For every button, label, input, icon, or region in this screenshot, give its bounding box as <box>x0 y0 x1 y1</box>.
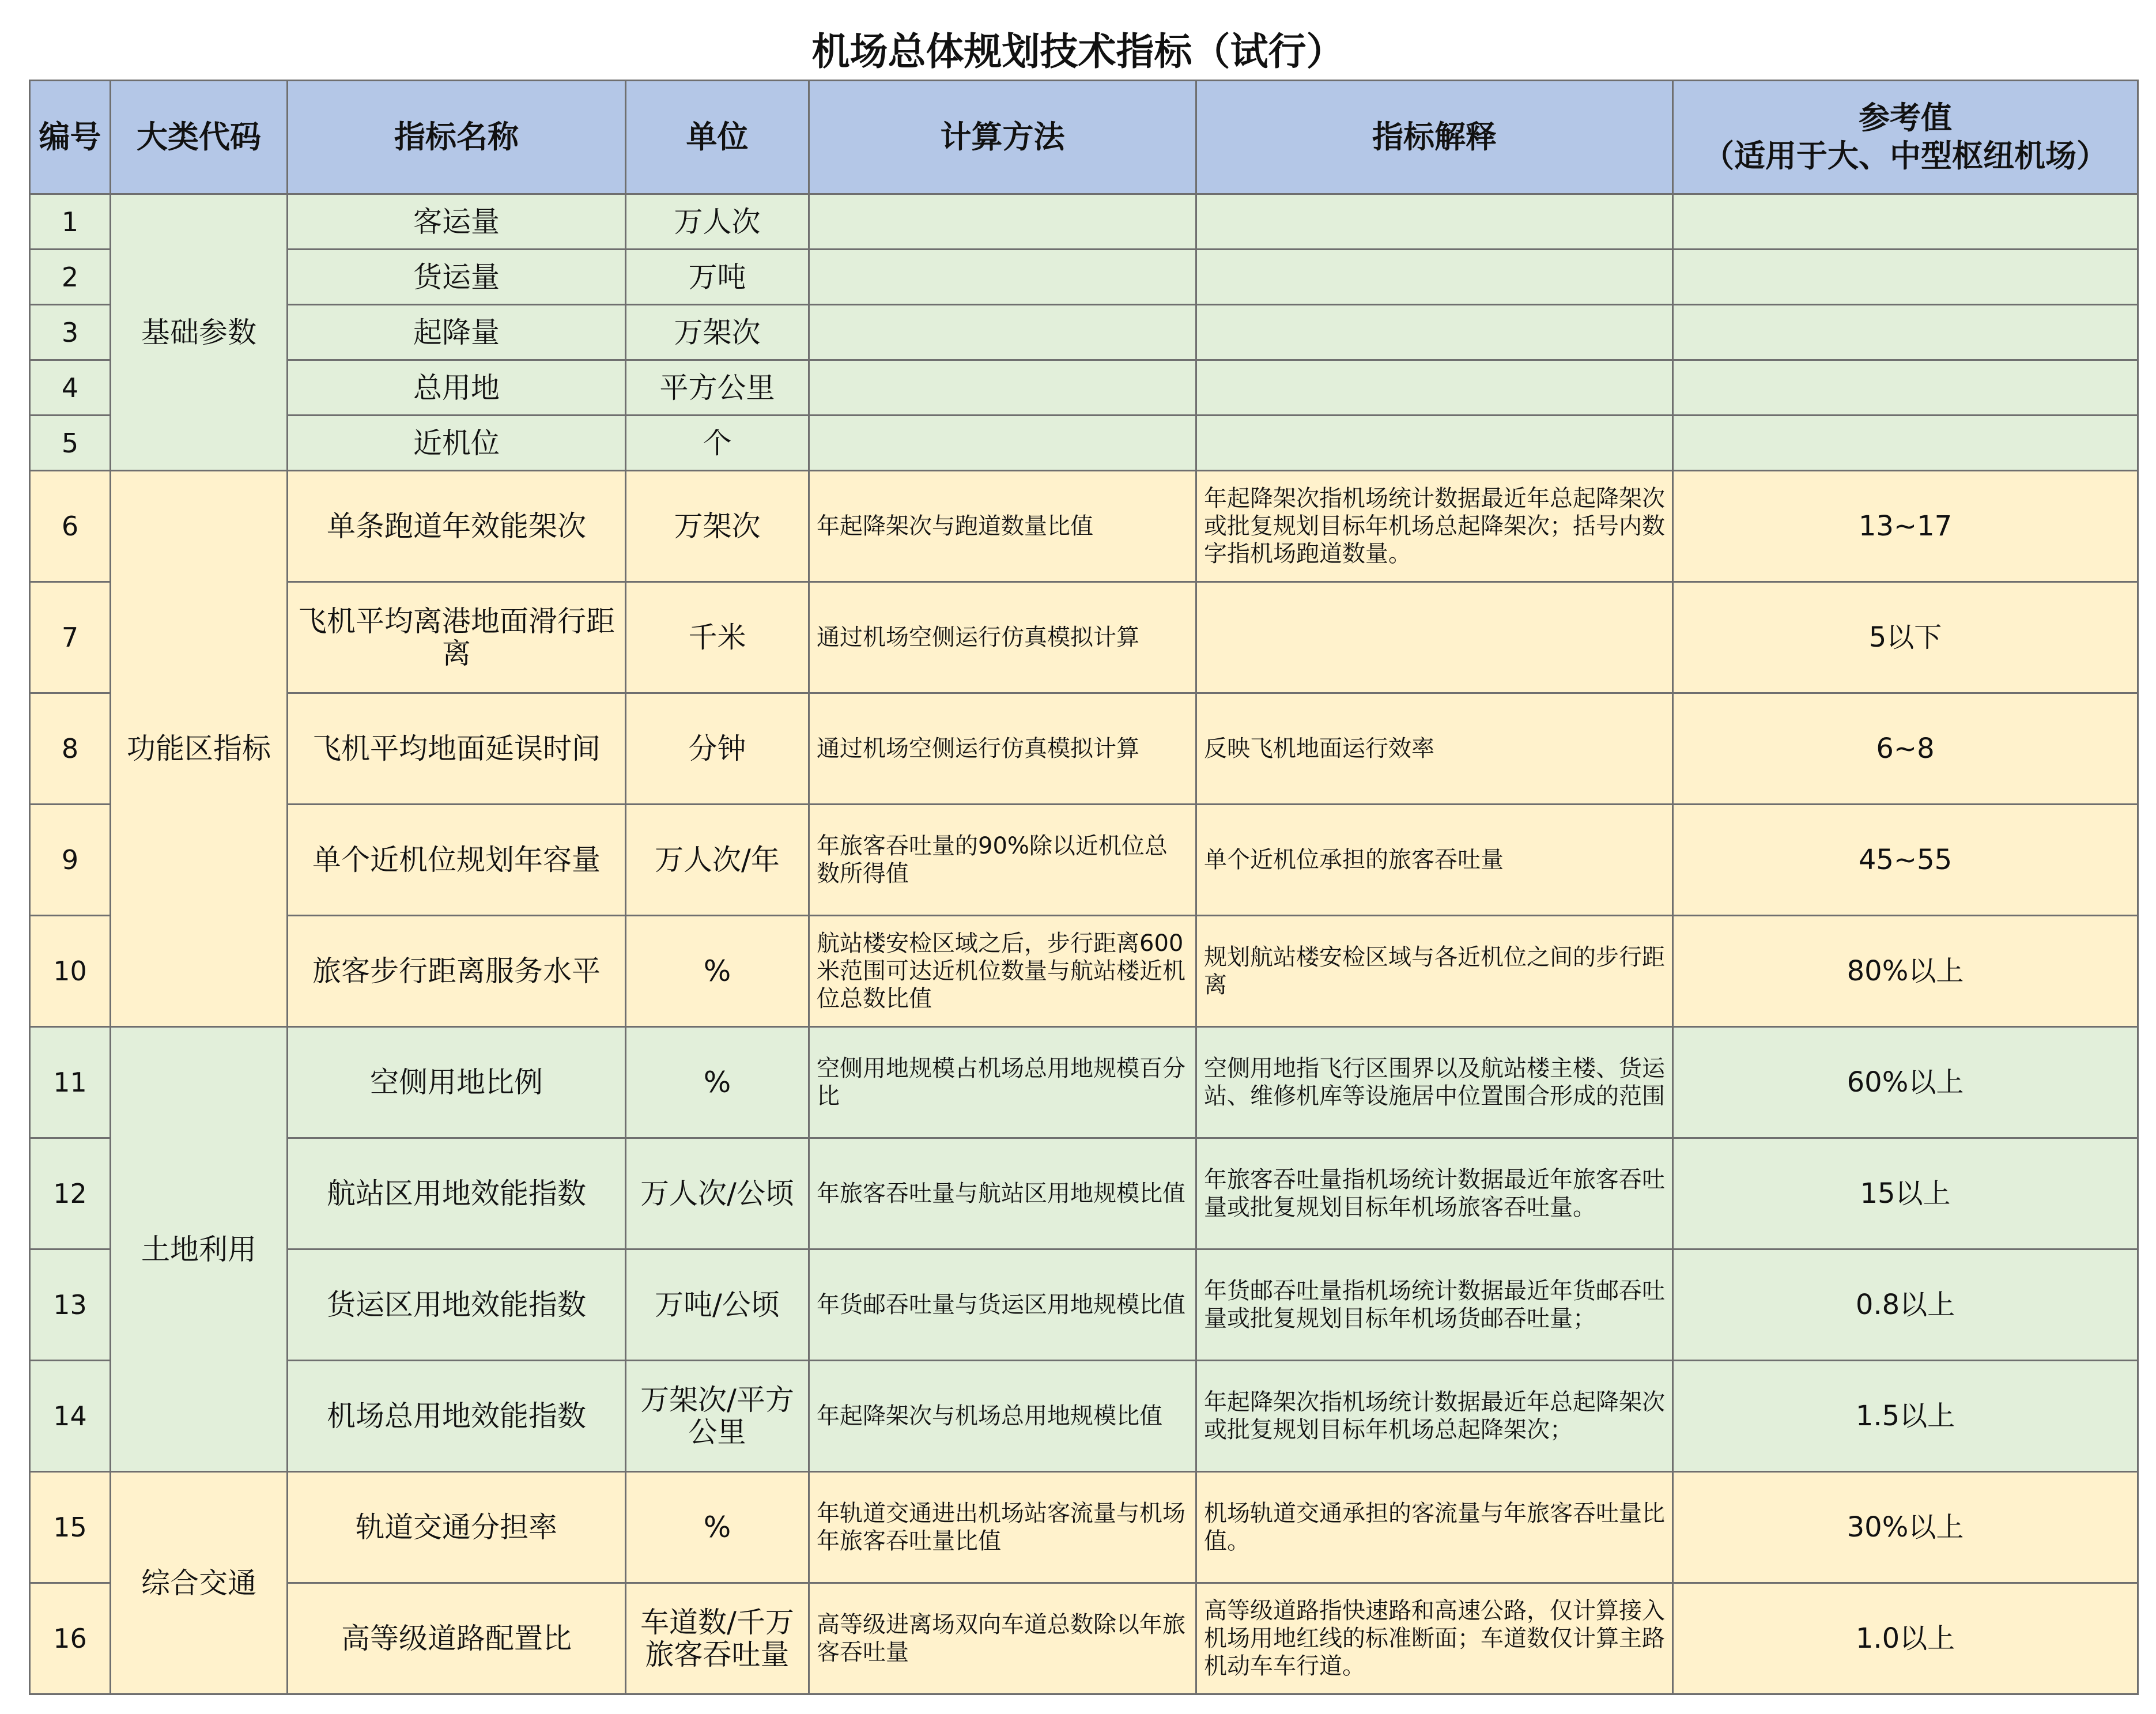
cell-explanation: 反映飞机地面运行效率 <box>1196 693 1673 805</box>
header-reference-sub: （适用于大、中型枢纽机场） <box>1703 138 2108 174</box>
table-row <box>30 805 2138 916</box>
table-row <box>30 305 2138 360</box>
cell-explanation: 规划航站楼安检区域与各近机位之间的步行距离 <box>1196 916 1673 1027</box>
cell-unit: 万架次 <box>626 305 809 360</box>
cell-name: 近机位 <box>288 416 626 471</box>
table-row <box>30 471 2138 582</box>
cell-method: 年轨道交通进出机场站客流量与机场年旅客吞吐量比值 <box>809 1472 1196 1583</box>
cell-method: 航站楼安检区域之后，步行距离600米范围可达近机位数量与航站楼近机位总数比值 <box>809 916 1196 1027</box>
cell-reference: 80%以上 <box>1673 916 2138 1027</box>
cell-explanation: 年货邮吞吐量指机场统计数据最近年货邮吞吐量或批复规划目标年机场货邮吞吐量； <box>1196 1249 1673 1361</box>
cell-name: 旅客步行距离服务水平 <box>288 916 626 1027</box>
cell-explanation: 年起降架次指机场统计数据最近年总起降架次或批复规划目标年机场总起降架次； <box>1196 1361 1673 1472</box>
cell-num: 4 <box>30 360 111 416</box>
cell-unit: 万架次/平方公里 <box>626 1361 809 1472</box>
cell-method: 年起降架次与跑道数量比值 <box>809 471 1196 582</box>
cell-reference: 30%以上 <box>1673 1472 2138 1583</box>
cell-num: 16 <box>30 1583 111 1694</box>
cell-method <box>809 305 1196 360</box>
cell-unit: 车道数/千万旅客吞吐量 <box>626 1583 809 1694</box>
cell-explanation: 机场轨道交通承担的客流量与年旅客吞吐量比值。 <box>1196 1472 1673 1583</box>
cell-unit: 分钟 <box>626 693 809 805</box>
cell-reference: 45~55 <box>1673 805 2138 916</box>
cell-num: 10 <box>30 916 111 1027</box>
cell-explanation <box>1196 360 1673 416</box>
cell-num: 14 <box>30 1361 111 1472</box>
cell-name: 单条跑道年效能架次 <box>288 471 626 582</box>
cell-explanation <box>1196 305 1673 360</box>
header-method: 计算方法 <box>809 81 1196 194</box>
cell-explanation <box>1196 250 1673 305</box>
cell-unit: 平方公里 <box>626 360 809 416</box>
cell-num: 12 <box>30 1138 111 1249</box>
cell-method: 通过机场空侧运行仿真模拟计算 <box>809 693 1196 805</box>
cell-name: 机场总用地效能指数 <box>288 1361 626 1472</box>
cell-unit: 万人次 <box>626 194 809 250</box>
cell-reference <box>1673 360 2138 416</box>
cell-method: 空侧用地规模占机场总用地规模百分比 <box>809 1027 1196 1138</box>
table-row <box>30 916 2138 1027</box>
table-row <box>30 194 2138 250</box>
table-row <box>30 1138 2138 1249</box>
cell-name: 轨道交通分担率 <box>288 1472 626 1583</box>
category-cell: 土地利用 <box>111 1027 288 1472</box>
page-title: 机场总体规划技术指标（试行） <box>811 29 1345 74</box>
cell-num: 1 <box>30 194 111 250</box>
table-row <box>30 1361 2138 1472</box>
table-row <box>30 250 2138 305</box>
cell-name: 高等级道路配置比 <box>288 1583 626 1694</box>
cell-name: 总用地 <box>288 360 626 416</box>
header-category: 大类代码 <box>111 81 288 194</box>
table-row <box>30 693 2138 805</box>
cell-num: 6 <box>30 471 111 582</box>
cell-explanation: 年旅客吞吐量指机场统计数据最近年旅客吞吐量或批复规划目标年机场旅客吞吐量。 <box>1196 1138 1673 1249</box>
header-reference <box>1673 81 2138 194</box>
header-name: 指标名称 <box>288 81 626 194</box>
table-row <box>30 582 2138 693</box>
cell-name: 起降量 <box>288 305 626 360</box>
cell-explanation: 空侧用地指飞行区围界以及航站楼主楼、货运站、维修机库等设施居中位置围合形成的范围 <box>1196 1027 1673 1138</box>
cell-unit: 千米 <box>626 582 809 693</box>
cell-num: 11 <box>30 1027 111 1138</box>
cell-name: 空侧用地比例 <box>288 1027 626 1138</box>
cell-method: 年旅客吞吐量的90%除以近机位总数所得值 <box>809 805 1196 916</box>
cell-num: 9 <box>30 805 111 916</box>
cell-reference: 1.0以上 <box>1673 1583 2138 1694</box>
cell-method: 高等级进离场双向车道总数除以年旅客吞吐量 <box>809 1583 1196 1694</box>
cell-method: 年旅客吞吐量与航站区用地规模比值 <box>809 1138 1196 1249</box>
cell-unit: % <box>626 1472 809 1583</box>
cell-explanation <box>1196 582 1673 693</box>
cell-method <box>809 194 1196 250</box>
cell-num: 15 <box>30 1472 111 1583</box>
cell-name: 航站区用地效能指数 <box>288 1138 626 1249</box>
cell-unit: 万人次/年 <box>626 805 809 916</box>
cell-num: 2 <box>30 250 111 305</box>
category-cell: 综合交通 <box>111 1472 288 1694</box>
header-reference-main: 参考值 <box>1859 100 1952 136</box>
cell-method: 年起降架次与机场总用地规模比值 <box>809 1361 1196 1472</box>
indicator-table <box>29 80 2139 1695</box>
cell-explanation: 高等级道路指快速路和高速公路，仅计算接入机场用地红线的标准断面；车道数仅计算主路机动车车行道。 <box>1196 1583 1673 1694</box>
cell-reference <box>1673 305 2138 360</box>
cell-reference <box>1673 416 2138 471</box>
cell-explanation: 单个近机位承担的旅客吞吐量 <box>1196 805 1673 916</box>
header-explanation: 指标解释 <box>1196 81 1673 194</box>
cell-method <box>809 416 1196 471</box>
table-row <box>30 360 2138 416</box>
cell-num: 7 <box>30 582 111 693</box>
cell-reference: 15以上 <box>1673 1138 2138 1249</box>
cell-method: 通过机场空侧运行仿真模拟计算 <box>809 582 1196 693</box>
category-cell: 基础参数 <box>111 194 288 471</box>
table-row <box>30 416 2138 471</box>
cell-explanation: 年起降架次指机场统计数据最近年总起降架次或批复规划目标年机场总起降架次；括号内数字指机场跑道数量。 <box>1196 471 1673 582</box>
cell-unit: 万吨 <box>626 250 809 305</box>
cell-num: 13 <box>30 1249 111 1361</box>
cell-explanation <box>1196 416 1673 471</box>
cell-method <box>809 250 1196 305</box>
cell-name: 客运量 <box>288 194 626 250</box>
cell-num: 5 <box>30 416 111 471</box>
cell-explanation <box>1196 194 1673 250</box>
table-row <box>30 1027 2138 1138</box>
cell-reference: 0.8以上 <box>1673 1249 2138 1361</box>
cell-num: 3 <box>30 305 111 360</box>
cell-unit: % <box>626 916 809 1027</box>
cell-name: 飞机平均离港地面滑行距离 <box>288 582 626 693</box>
cell-name: 货运量 <box>288 250 626 305</box>
table-row <box>30 1583 2138 1694</box>
cell-method: 年货邮吞吐量与货运区用地规模比值 <box>809 1249 1196 1361</box>
cell-name: 货运区用地效能指数 <box>288 1249 626 1361</box>
cell-unit: 万吨/公顷 <box>626 1249 809 1361</box>
cell-name: 飞机平均地面延误时间 <box>288 693 626 805</box>
cell-method <box>809 360 1196 416</box>
table-row <box>30 1472 2138 1583</box>
cell-reference: 5以下 <box>1673 582 2138 693</box>
table-header-row <box>30 81 2138 194</box>
cell-reference: 1.5以上 <box>1673 1361 2138 1472</box>
header-num: 编号 <box>30 81 111 194</box>
cell-reference <box>1673 194 2138 250</box>
cell-num: 8 <box>30 693 111 805</box>
cell-unit: 万架次 <box>626 471 809 582</box>
cell-unit: % <box>626 1027 809 1138</box>
table-row <box>30 1249 2138 1361</box>
cell-name: 单个近机位规划年容量 <box>288 805 626 916</box>
cell-reference: 13~17 <box>1673 471 2138 582</box>
cell-unit: 万人次/公顷 <box>626 1138 809 1249</box>
header-unit: 单位 <box>626 81 809 194</box>
cell-reference: 60%以上 <box>1673 1027 2138 1138</box>
cell-unit: 个 <box>626 416 809 471</box>
category-cell: 功能区指标 <box>111 471 288 1027</box>
cell-reference <box>1673 250 2138 305</box>
cell-reference: 6~8 <box>1673 693 2138 805</box>
